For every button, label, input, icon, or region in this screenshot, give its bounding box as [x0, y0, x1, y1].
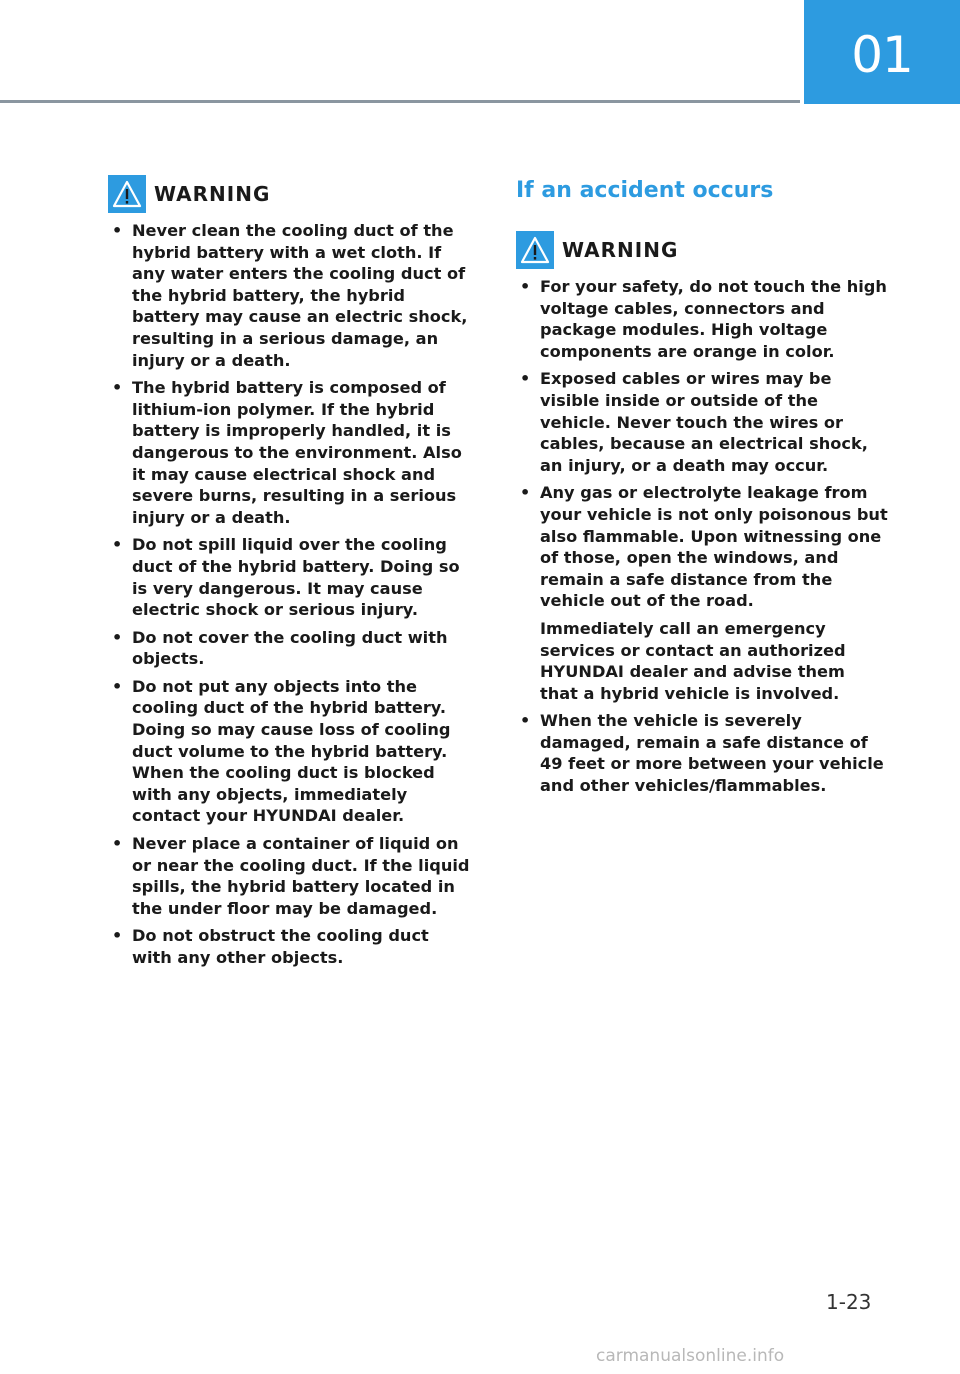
list-item: • Exposed cables or wires may be visible inside or outside of the vehicle. Never touch the wires or cables, because an electrical shock, an injury, or a death may occur. [520, 369, 868, 475]
chapter-tab [804, 0, 960, 104]
warning-triangle-icon [108, 175, 146, 213]
left-column [108, 174, 472, 969]
right-column [516, 174, 888, 797]
watermark: carmanualsonline.info [596, 1346, 785, 1366]
list-item-continuation: Immediately call an emergency services or contact an authorized HYUNDAI dealer and advise them that a hybrid vehicle is involved. [540, 618, 846, 703]
warning-list [108, 220, 472, 969]
list-item: • Do not spill liquid over the cooling duct of the hybrid battery. Doing so is very dangerous. It may cause electric shock or serious injury. [112, 535, 460, 620]
list-item: • The hybrid battery is composed of lithium-ion polymer. If the hybrid battery is improperly handled, it is dangerous to the environment. Also it may cause electrical shock and severe burns, resulting in a serious injury or a death. [112, 378, 462, 527]
list-item: • Do not obstruct the cooling duct with any other objects. [112, 926, 429, 967]
list-item: • Do not put any objects into the cooling duct of the hybrid battery. Doing so may cause loss of cooling duct volume to the hybrid battery. When the cooling duct is blocked with any objects, immediately contact your HYUNDAI dealer. [112, 676, 451, 826]
list-item: • For your safety, do not touch the high voltage cables, connectors and package modules. High voltage components are orange in color. [520, 277, 887, 361]
warning-list [516, 276, 888, 797]
list-item: • Do not cover the cooling duct with objects. [112, 627, 448, 669]
header-rule [0, 100, 800, 103]
list-item: • When the vehicle is severely damaged, remain a safe distance of 49 feet or more between your vehicle and other vehicles/flammables. [520, 711, 884, 796]
chapter-number: 01 [851, 26, 913, 84]
warning-label: WARNING [154, 182, 271, 206]
list-item: • Never place a container of liquid on or near the cooling duct. If the liquid spills, the hybrid battery located in the under floor may be damaged. [112, 834, 470, 918]
list-item: • Never clean the cooling duct of the hybrid battery with a wet cloth. If any water enters the cooling duct of the hybrid battery, the hybrid battery may cause an electric shock, resulting in a serious damage, an injury or a death. [112, 221, 468, 370]
section-title: If an accident occurs [516, 178, 774, 203]
warning-header [516, 230, 888, 270]
page-number: 1-23 [826, 1290, 872, 1314]
list-item: • Any gas or electrolyte leakage from your vehicle is not only poisonous but also flammable. Upon witnessing one of those, open the windows, and remain a safe distance from the vehicle out of the road. Immediately call an emergency services or contact an authorized HYUNDAI dealer and advise them that a hybrid vehicle is involved. [520, 483, 888, 703]
warning-header [108, 174, 472, 214]
warning-label: WARNING [562, 238, 679, 262]
warning-triangle-icon [516, 231, 554, 269]
